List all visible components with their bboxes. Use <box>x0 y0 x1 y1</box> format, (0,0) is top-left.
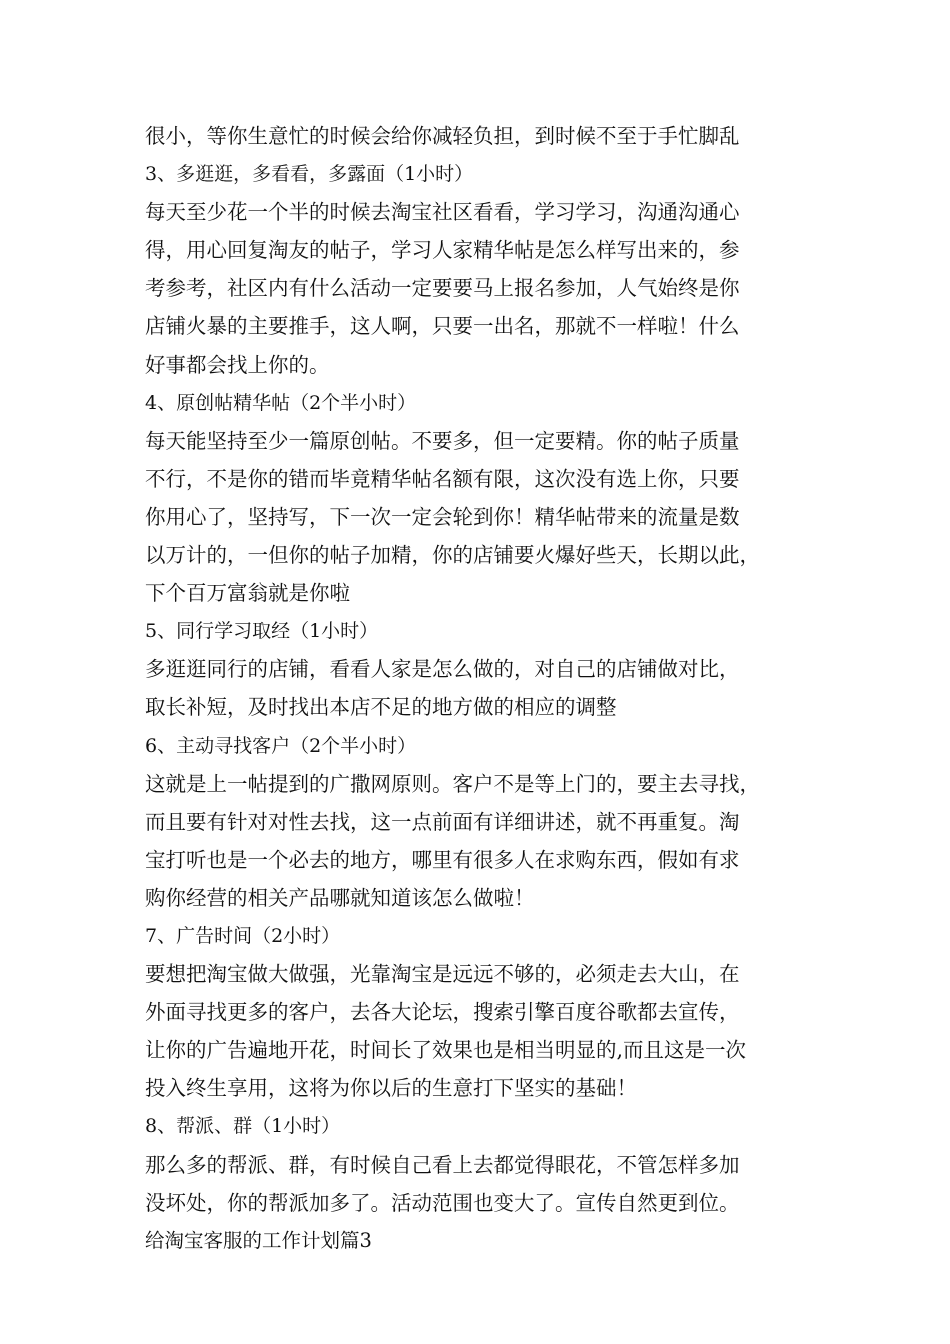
text-line: 以万计的，一但你的帖子加精，你的店铺要火爆好些天，长期以此， <box>145 543 760 568</box>
text-line: 考参考，社区内有什么活动一定要要马上报名参加，人气始终是你 <box>145 276 740 301</box>
text-line: 下个百万富翁就是你啦 <box>145 581 350 606</box>
text-line: 投入终生享用，这将为你以后的生意打下坚实的基础！ <box>145 1076 637 1101</box>
section-heading: 7、广告时间（2小时） <box>145 924 341 947</box>
document-body <box>145 117 835 1260</box>
text-line: 你用心了，坚持写，下一次一定会轮到你！精华帖带来的流量是数 <box>145 504 740 529</box>
text-line: 让你的广告遍地开花，时间长了效果也是相当明显的,而且这是一次 <box>145 1038 747 1063</box>
text-line: 外面寻找更多的客户，去各大论坛，搜索引擎百度谷歌都去宣传， <box>145 1000 740 1025</box>
text-line: 宝打听也是一个必去的地方，哪里有很多人在求购东西，假如有求 <box>145 847 740 872</box>
section-heading: 4、原创帖精华帖（2个半小时） <box>145 391 417 414</box>
section-heading: 8、帮派、群（1小时） <box>145 1115 341 1138</box>
text-line: 购你经营的相关产品哪就知道该怎么做啦！ <box>145 885 535 910</box>
text-line: 没坏处，你的帮派加多了。活动范围也变大了。宣传自然更到位。 <box>145 1190 740 1215</box>
text-line: 得，用心回复淘友的帖子，学习人家精华帖是怎么样写出来的，参 <box>145 238 740 263</box>
text-line: 要想把淘宝做大做强，光靠淘宝是远远不够的，必须走去大山，在 <box>145 962 740 987</box>
text-line: 而且要有针对对性去找，这一点前面有详细讲述，就不再重复。淘 <box>145 809 740 834</box>
text-line: 店铺火暴的主要推手，这人啊，只要一出名，那就不一样啦！什么 <box>145 314 740 339</box>
section-heading: 3、多逛逛，多看看，多露面（1小时） <box>145 163 474 186</box>
text-line: 那么多的帮派、群，有时候自己看上去都觉得眼花，不管怎样多加 <box>145 1152 740 1177</box>
text-line: 每天能坚持至少一篇原创帖。不要多，但一定要精。你的帖子质量 <box>145 428 740 453</box>
section-heading: 5、同行学习取经（1小时） <box>145 620 379 643</box>
text-line: 这就是上一帖提到的广撒网原则。客户不是等上门的，要主去寻找， <box>145 771 760 796</box>
text-line: 多逛逛同行的店铺，看看人家是怎么做的，对自己的店铺做对比， <box>145 657 740 682</box>
document-section-title: 给淘宝客服的工作计划篇3 <box>145 1228 372 1252</box>
text-line: 取长补短，及时找出本店不足的地方做的相应的调整 <box>145 695 617 720</box>
text-line: 很小，等你生意忙的时候会给你减轻负担，到时候不至于手忙脚乱 <box>145 124 740 148</box>
section-heading: 6、主动寻找客户（2个半小时） <box>145 734 417 757</box>
text-line: 每天至少花一个半的时候去淘宝社区看看，学习学习，沟通沟通心 <box>145 200 740 225</box>
text-line: 不行，不是你的错而毕竟精华帖名额有限，这次没有选上你，只要 <box>145 466 740 491</box>
text-line: 好事都会找上你的。 <box>145 352 330 377</box>
